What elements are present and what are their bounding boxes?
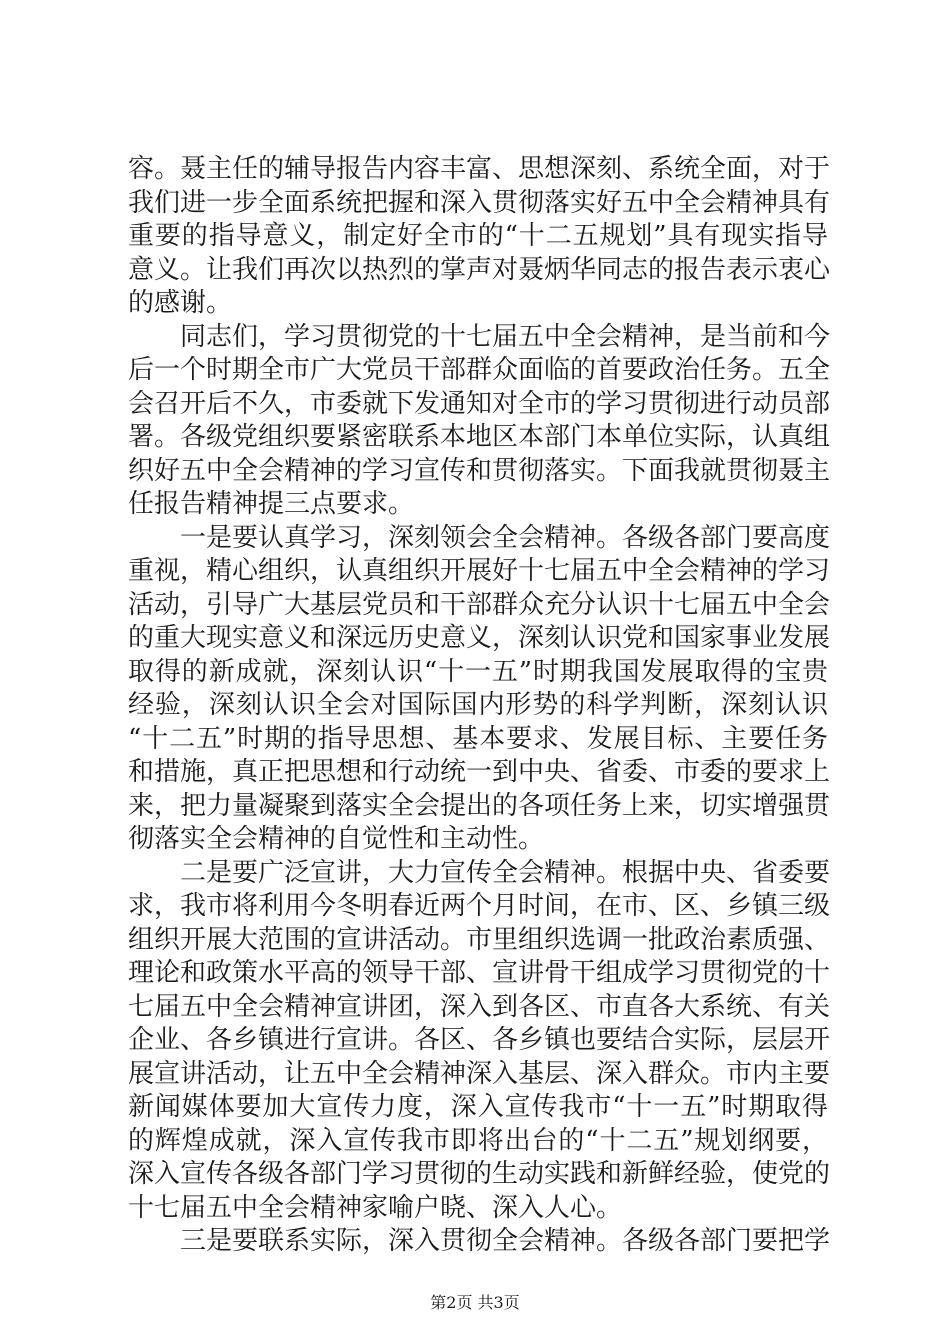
text-line: 任报告精神提三点要求。 — [128, 489, 415, 519]
text-line: 的感谢。 — [128, 288, 233, 318]
text-line: 组织开展大范围的宣讲活动。市里组织选调一批政治素质强、 — [128, 924, 831, 955]
text-line: 十七届五中全会精神家喻户晓、深入人心。 — [128, 1192, 623, 1223]
text-line: 七届五中全会精神宣讲团，深入到各区、市直各大系统、有关 — [128, 991, 831, 1022]
text-line: 新闻媒体要加大宣传力度，深入宣传我市“十一五”时期取得 — [128, 1092, 828, 1122]
text-line: 我们进一步全面系统把握和深入贯彻落实好五中全会精神具有 — [128, 187, 831, 218]
text-line: 容。聂主任的辅导报告内容丰富、思想深刻、系统全面，对于 — [128, 154, 831, 184]
text-line: 一是要认真学习，深刻领会全会精神。各级各部门要高度 — [128, 522, 831, 553]
text-line: 活动，引导广大基层党员和干部群众充分认识十七届五中全会 — [128, 589, 831, 620]
text-line: 二是要广泛宣讲，大力宣传全会精神。根据中央、省委要 — [128, 857, 831, 888]
text-line: 三是要联系实际，深入贯彻全会精神。各级各部门要把学 — [128, 1226, 831, 1256]
text-line: 后一个时期全市广大党员干部群众面临的首要政治任务。五全 — [128, 355, 831, 385]
text-line: 的重大现实意义和深远历史意义，深刻认识党和国家事业发展 — [128, 623, 831, 653]
text-line: 重视，精心组织，认真组织开展好十七届五中全会精神的学习 — [128, 556, 831, 586]
text-line: “十二五”时期的指导思想、基本要求、发展目标、主要任务 — [128, 723, 828, 754]
text-line: 求，我市将利用今冬明春近两个月时间，在市、区、乡镇三级 — [128, 891, 831, 921]
text-line: 来，把力量凝聚到落实全会提出的各项任务上来，切实增强贯 — [128, 790, 831, 821]
text-line: 和措施，真正把思想和行动统一到中央、省委、市委的要求上 — [128, 757, 831, 787]
text-line: 理论和政策水平高的领导干部、宣讲骨干组成学习贯彻党的十 — [128, 958, 831, 988]
text-line: 重要的指导意义，制定好全市的“十二五规划”具有现实指导 — [128, 221, 828, 251]
text-line: 织好五中全会精神的学习宣传和贯彻落实。下面我就贯彻聂主 — [128, 455, 831, 486]
text-line: 经验，深刻认识全会对国际国内形势的科学判断，深刻认识 — [128, 690, 828, 720]
text-line: 企业、各乡镇进行宣讲。各区、各乡镇也要结合实际，层层开 — [128, 1025, 831, 1055]
text-line: 署。各级党组织要紧密联系本地区本部门本单位实际，认真组 — [128, 422, 831, 452]
text-line: 展宣讲活动，让五中全会精神深入基层、深入群众。市内主要 — [128, 1058, 831, 1089]
text-line: 会召开后不久，市委就下发通知对全市的学习贯彻进行动员部 — [128, 388, 831, 419]
page-number-label: 第2页 共3页 — [430, 1293, 520, 1312]
text-line: 的辉煌成就，深入宣传我市即将出台的“十二五”规划纲要， — [128, 1125, 828, 1156]
text-line: 取得的新成就，深刻认识“十一五”时期我国发展取得的宝贵 — [128, 656, 828, 687]
text-line: 彻落实全会精神的自觉性和主动性。 — [128, 824, 545, 854]
text-line: 深入宣传各级各部门学习贯彻的生动实践和新鲜经验，使党的 — [128, 1159, 831, 1189]
text-line: 同志们，学习贯彻党的十七届五中全会精神，是当前和今 — [128, 321, 831, 352]
document-body — [128, 153, 831, 1259]
text-line: 意义。让我们再次以热烈的掌声对聂炳华同志的报告表示衷心 — [128, 254, 831, 285]
page-footer — [0, 1293, 950, 1313]
